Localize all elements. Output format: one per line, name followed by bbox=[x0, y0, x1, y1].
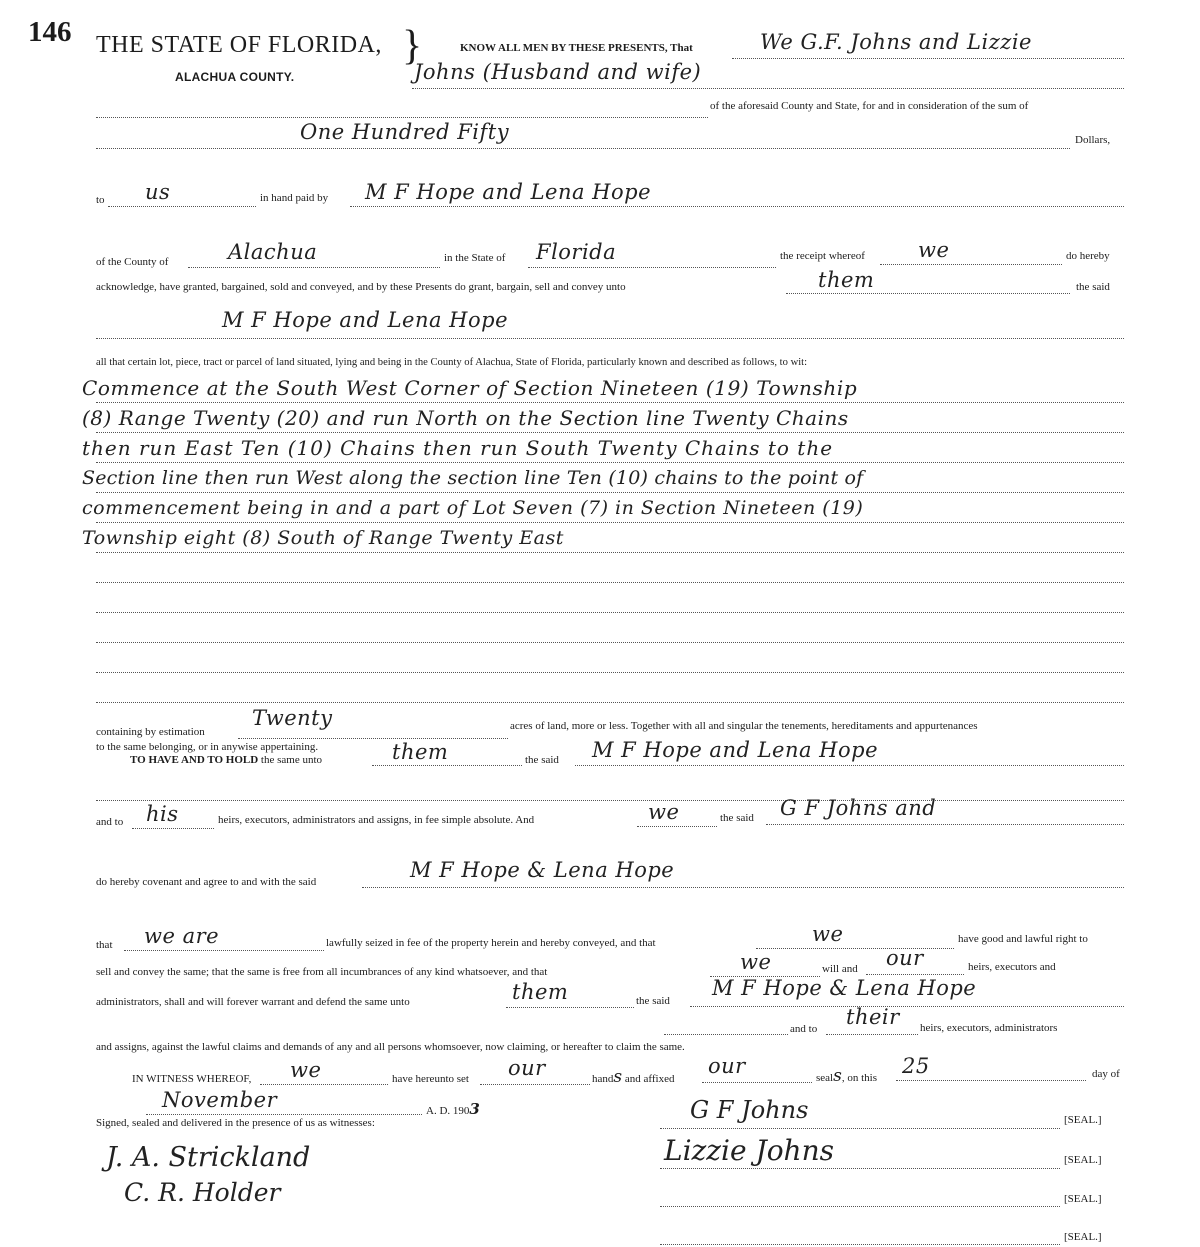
grantor-line-1 bbox=[732, 58, 1124, 59]
receipt-value: we bbox=[918, 238, 950, 262]
seals-suffix: s bbox=[833, 1066, 842, 1086]
seals-label bbox=[816, 1066, 877, 1086]
in-state-label: in the State of bbox=[444, 252, 506, 264]
have-unto-value: them bbox=[392, 740, 449, 764]
that-label: that bbox=[96, 939, 113, 951]
signer-signature-1: G F Johns bbox=[690, 1096, 809, 1124]
we-are-value: we are bbox=[144, 924, 220, 948]
month-line bbox=[146, 1114, 422, 1115]
defend-grantees-line bbox=[690, 1006, 1124, 1007]
containing-line bbox=[238, 738, 508, 739]
seals-text: seal bbox=[816, 1072, 834, 1084]
witness-we-value: we bbox=[290, 1058, 322, 1082]
land-rule-9 bbox=[96, 642, 1124, 643]
land-rule-3 bbox=[96, 462, 1124, 463]
convey-unto-line bbox=[786, 293, 1070, 294]
defend-text: administrators, shall and will forever warrant and defend the same unto bbox=[96, 996, 410, 1008]
seized-we-line bbox=[756, 948, 954, 949]
defend-unto-line bbox=[506, 1007, 634, 1008]
have-grantees-line bbox=[575, 765, 1124, 766]
grantor-name-2: Johns (Husband and wife) bbox=[414, 60, 702, 84]
witness-label: IN WITNESS WHEREOF, bbox=[132, 1073, 252, 1085]
have-unto-line bbox=[372, 765, 522, 766]
paid-by-value: M F Hope and Lena Hope bbox=[365, 180, 652, 204]
have-good-text: have good and lawful right to bbox=[958, 933, 1088, 945]
land-rule-5 bbox=[96, 522, 1124, 523]
have-hold-text bbox=[130, 754, 322, 767]
ad-label bbox=[426, 1100, 480, 1118]
affixed-text: and affixed bbox=[624, 1073, 675, 1085]
county-value: Alachua bbox=[228, 240, 318, 264]
have-the-said: the said bbox=[525, 754, 559, 766]
witness-our-line bbox=[480, 1084, 590, 1085]
sign-line-1 bbox=[660, 1128, 1060, 1129]
sign-line-4 bbox=[660, 1244, 1060, 1245]
land-rule-4 bbox=[96, 492, 1124, 493]
acres-text: acres of land, more or less. Together with all and singular the tenements, hereditaments and appurtenances bbox=[510, 720, 978, 732]
witness-signature-1: J. A. Strickland bbox=[106, 1142, 311, 1173]
dollars-label: Dollars, bbox=[1075, 134, 1111, 146]
we-are-line bbox=[124, 950, 324, 951]
county-line bbox=[188, 267, 440, 268]
heirs-text: heirs, executors, administrators and assigns, in fee simple absolute. And bbox=[218, 814, 535, 826]
blank-line-3 bbox=[664, 1034, 788, 1035]
heirs-grantor-line bbox=[766, 824, 1124, 825]
state-value: Florida bbox=[536, 240, 617, 264]
land-rule-2 bbox=[96, 432, 1124, 433]
have-grantees-value: M F Hope and Lena Hope bbox=[592, 738, 879, 762]
year-digit: 3 bbox=[469, 1100, 480, 1118]
defend-and-to: and to bbox=[790, 1023, 818, 1035]
sign-line-3 bbox=[660, 1206, 1060, 1207]
blank-line-2 bbox=[96, 800, 1124, 801]
day-line bbox=[896, 1080, 1086, 1081]
sell-text: sell and convey the same; that the same is free from all incumbrances of any kind whatsoever, and that bbox=[96, 966, 548, 978]
land-rule-11 bbox=[96, 702, 1124, 703]
receipt-line bbox=[880, 264, 1062, 265]
convey-the-said: the said bbox=[1076, 281, 1110, 293]
have-hold-rest: the same unto bbox=[260, 754, 323, 766]
paid-by-label: in hand paid by bbox=[260, 192, 329, 204]
seal-1: [SEAL.] bbox=[1064, 1114, 1102, 1126]
receipt-label: the receipt whereof bbox=[780, 250, 865, 262]
witness-our2-value: our bbox=[708, 1054, 746, 1078]
defend-heirs-text: heirs, executors, administrators bbox=[920, 1022, 1058, 1034]
grantor-name-1: We G.F. Johns and Lizzie bbox=[760, 30, 1032, 54]
and-to-label: and to bbox=[96, 816, 124, 828]
and-we-line bbox=[637, 826, 717, 827]
hands-text: hand bbox=[592, 1073, 614, 1085]
convey-text: acknowledge, have granted, bargained, sold and conveyed, and by these Presents do grant, bargain, sell and convey unto bbox=[96, 281, 626, 293]
land-line-2: (8) Range Twenty (20) and run North on the Section line Twenty Chains bbox=[82, 406, 849, 430]
amount-value: One Hundred Fifty bbox=[300, 120, 510, 144]
assigns-text: and assigns, against the lawful claims and demands of any and all persons whomsoever, now claiming, or hereafter to claim the same. bbox=[96, 1041, 685, 1053]
his-value: his bbox=[146, 802, 179, 826]
and-we-value: we bbox=[648, 800, 680, 824]
land-rule-8 bbox=[96, 612, 1124, 613]
their-line bbox=[826, 1034, 918, 1035]
land-line-1: Commence at the South West Corner of Section Nineteen (19) Township bbox=[82, 376, 858, 400]
blank-line bbox=[96, 117, 708, 118]
state-line bbox=[528, 267, 776, 268]
paid-by-line bbox=[350, 206, 1124, 207]
hands-suffix: s bbox=[613, 1067, 623, 1087]
witness-our-value: our bbox=[508, 1056, 546, 1080]
covenant-text: do hereby covenant and agree to and with the said bbox=[96, 876, 317, 888]
day-value: 25 bbox=[902, 1054, 930, 1078]
know-all-text: KNOW ALL MEN BY THESE PRESENTS, That bbox=[460, 42, 693, 54]
amount-line bbox=[96, 148, 1070, 149]
brace-mark: } bbox=[402, 23, 423, 69]
have-set-label: have hereunto set bbox=[392, 1073, 469, 1085]
to-label: to bbox=[96, 194, 105, 206]
to-value: us bbox=[145, 180, 171, 204]
state-title: THE STATE OF FLORIDA, bbox=[96, 32, 382, 58]
hands-label bbox=[592, 1067, 675, 1087]
defend-grantees-value: M F Hope & Lena Hope bbox=[712, 976, 977, 1000]
belonging-text: to the same belonging, or in anywise appertaining. bbox=[96, 741, 319, 753]
of-county-label: of the County of bbox=[96, 256, 169, 268]
witness-we-line bbox=[260, 1084, 388, 1085]
seal-2: [SEAL.] bbox=[1064, 1154, 1102, 1166]
containing-value: Twenty bbox=[252, 706, 333, 730]
land-line-4: Section line then run West along the section line Ten (10) chains to the point of bbox=[82, 467, 864, 489]
land-line-3: then run East Ten (10) Chains then run South Twenty Chains to the bbox=[82, 436, 834, 460]
land-intro: all that certain lot, piece, tract or parcel of land situated, lying and being in the County of Alachua, State of Florida, particularly known and described as follows, to wit: bbox=[96, 357, 808, 368]
will-and-label: will and bbox=[822, 963, 858, 975]
to-line bbox=[108, 206, 256, 207]
month-value: November bbox=[162, 1088, 278, 1112]
covenant-line bbox=[362, 887, 1124, 888]
witness-our2-line bbox=[702, 1082, 812, 1083]
seized-we-value: we bbox=[812, 922, 844, 946]
defend-the-said: the said bbox=[636, 995, 670, 1007]
page-number: 146 bbox=[28, 16, 72, 48]
land-rule-10 bbox=[96, 672, 1124, 673]
land-line-6: Township eight (8) South of Range Twenty East bbox=[82, 527, 564, 549]
ad-text: A. D. 190 bbox=[426, 1105, 470, 1117]
land-rule-7 bbox=[96, 582, 1124, 583]
grantees-line bbox=[96, 338, 1124, 339]
heirs-grantor-value: G F Johns and bbox=[780, 796, 937, 820]
his-line bbox=[132, 828, 214, 829]
land-rule-6 bbox=[96, 552, 1124, 553]
day-of-label: day of bbox=[1092, 1068, 1120, 1080]
sell-heirs-text: heirs, executors and bbox=[968, 961, 1056, 973]
our-value: our bbox=[886, 946, 924, 970]
containing-label: containing by estimation bbox=[96, 726, 205, 738]
covenant-grantees: M F Hope & Lena Hope bbox=[410, 858, 675, 882]
do-hereby-label: do hereby bbox=[1066, 250, 1110, 262]
sell-we-value: we bbox=[740, 950, 772, 974]
land-rule-1 bbox=[96, 402, 1124, 403]
signer-signature-2: Lizzie Johns bbox=[664, 1134, 834, 1167]
their-value: their bbox=[846, 1005, 900, 1029]
have-hold-label: TO HAVE AND TO HOLD bbox=[130, 754, 259, 766]
grantor-line-2 bbox=[412, 88, 1124, 89]
our-line bbox=[866, 974, 964, 975]
grantees-value: M F Hope and Lena Hope bbox=[222, 308, 509, 332]
consideration-text: of the aforesaid County and State, for and in consideration of the sum of bbox=[710, 100, 1029, 112]
county-title: ALACHUA COUNTY. bbox=[175, 70, 295, 84]
convey-unto-value: them bbox=[818, 268, 875, 292]
seized-text: lawfully seized in fee of the property herein and hereby conveyed, and that bbox=[326, 937, 656, 949]
on-this-text: , on this bbox=[841, 1072, 877, 1084]
seal-4: [SEAL.] bbox=[1064, 1231, 1102, 1243]
sign-line-2 bbox=[660, 1168, 1060, 1169]
land-line-5: commencement being in and a part of Lot Seven (7) in Section Nineteen (19) bbox=[82, 497, 864, 519]
defend-unto-value: them bbox=[512, 980, 569, 1004]
heirs-the-said: the said bbox=[720, 812, 754, 824]
seal-3: [SEAL.] bbox=[1064, 1193, 1102, 1205]
signed-text: Signed, sealed and delivered in the presence of us as witnesses: bbox=[96, 1117, 375, 1129]
witness-signature-2: C. R. Holder bbox=[124, 1178, 281, 1207]
